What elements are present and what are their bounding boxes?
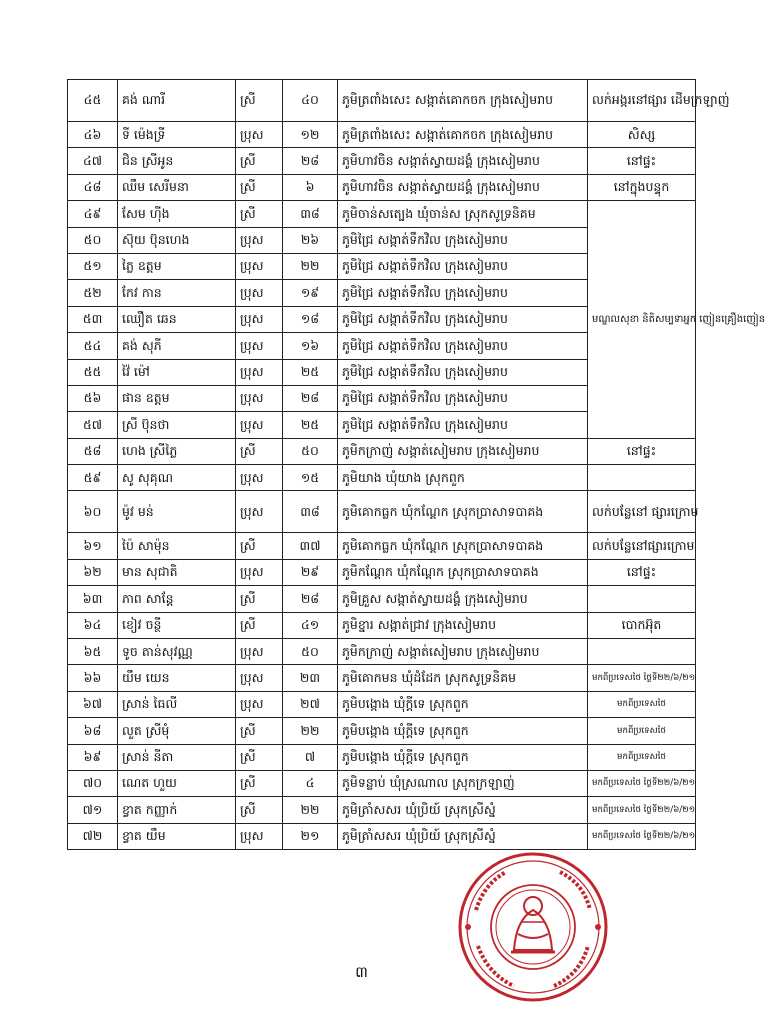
person-note: លក់អង្ករនៅផ្សារ ដើមក្រឡាញ់ (588, 80, 696, 122)
person-sex: ប្រុស (236, 465, 283, 491)
person-age: ២៨ (283, 385, 338, 411)
person-age: ១៩ (283, 280, 338, 306)
row-number: ៥៦ (68, 385, 118, 411)
person-name: សូ សុគុណ (118, 465, 236, 491)
person-note (588, 586, 696, 612)
person-sex: ប្រុស (236, 227, 283, 253)
person-sex: ស្រី (236, 744, 283, 770)
table-row (68, 201, 696, 227)
patient-list-table (67, 79, 765, 850)
row-number: ៥០ (68, 227, 118, 253)
table-row (68, 533, 696, 559)
person-age: ២៣ (283, 665, 338, 691)
person-sex: ស្រី (236, 201, 283, 227)
person-sex: ប្រុស (236, 412, 283, 438)
row-number: ៦០ (68, 491, 118, 533)
table-row (68, 80, 696, 122)
row-number: ៥៩ (68, 465, 118, 491)
person-age: ២២ (283, 797, 338, 823)
row-number: ៥៧ (68, 412, 118, 438)
person-address: ភូមិជ្រៃ សង្កាត់ទឹកវិល ក្រុងសៀមរាប (338, 385, 588, 411)
person-sex: ប្រុស (236, 280, 283, 306)
person-address: ភូមិគោកធ្លក ឃុំកណ្តែក ស្រុកប្រាសាទបាគង (338, 491, 588, 533)
person-name: ផាន ឧត្តម (118, 385, 236, 411)
row-number: ៤៧ (68, 148, 118, 174)
person-sex: ស្រី (236, 438, 283, 464)
person-address: ភូមិខ្នារ សង្កាត់ជ្រាវ ក្រុងសៀមរាប (338, 612, 588, 638)
person-address: ភូមិយាង ឃុំយាង ស្រុកពួក (338, 465, 588, 491)
row-number: ៦២ (68, 559, 118, 585)
table-row (68, 174, 696, 200)
person-note: នៅផ្ទះ (588, 148, 696, 174)
person-address: ភូមិបង្កោង ឃុំក្តីទេ ស្រុកពួក (338, 718, 588, 744)
person-sex: ប្រុស (236, 639, 283, 665)
person-age: ៤ (283, 770, 338, 796)
table-row (68, 586, 696, 612)
person-name: លួត ស្រីមុំ (118, 718, 236, 744)
table-row (68, 559, 696, 585)
person-name: ភ្លៃ ឧត្តម (118, 253, 236, 279)
row-number: ៦៥ (68, 639, 118, 665)
person-note: មកពីប្រទេសថៃ ថ្ងៃទី២២/៦/២១ (588, 797, 696, 823)
row-number: ៦៦ (68, 665, 118, 691)
row-number: ៦៤ (68, 612, 118, 638)
row-number: ៥២ (68, 280, 118, 306)
person-name: ឈឿត ឆេន (118, 306, 236, 332)
person-address: ភូមិហាវចិន សង្កាត់ស្វាយដង្គំ ក្រុងសៀមរាប (338, 148, 588, 174)
table-row (68, 491, 696, 533)
person-sex: ស្រី (236, 612, 283, 638)
person-age: ២៩ (283, 559, 338, 585)
person-address: ភូមិបង្កោង ឃុំក្តីទេ ស្រុកពួក (338, 691, 588, 717)
person-note: មកពីប្រទេសថៃ (588, 691, 696, 717)
person-address: ភូមិកក្រាញ់ សង្កាត់សៀមរាប ក្រុងសៀមរាប (338, 639, 588, 665)
person-age: ២៥ (283, 359, 338, 385)
row-number: ៦៧ (68, 691, 118, 717)
person-sex: ស្រី (236, 770, 283, 796)
table-row (68, 465, 696, 491)
person-address: ភូមិជ្រៃ សង្កាត់ទឹកវិល ក្រុងសៀមរាប (338, 306, 588, 332)
person-sex: ប្រុស (236, 823, 283, 849)
row-number: ៦១ (68, 533, 118, 559)
row-number: ៥៨ (68, 438, 118, 464)
person-age: ១៨ (283, 306, 338, 332)
person-note: នៅផ្ទះ (588, 559, 696, 585)
row-number: ៤៨ (68, 174, 118, 200)
row-number: ៦៨ (68, 718, 118, 744)
person-address: ភូមិបង្កោង ឃុំក្តីទេ ស្រុកពួក (338, 744, 588, 770)
row-number: ៧២ (68, 823, 118, 849)
person-sex: ប្រុស (236, 665, 283, 691)
row-number: ៤៦ (68, 122, 118, 148)
person-note (588, 639, 696, 665)
person-age: ៣៧ (283, 533, 338, 559)
person-note: លក់បន្លែនៅ ផ្សារក្រោម (588, 491, 696, 533)
person-name: ខៀវ ចន្ថី (118, 612, 236, 638)
person-address: ភូមិគោកមន ឃុំដំដែក ស្រុកសូទ្រនិគម (338, 665, 588, 691)
person-age: ២៦ (283, 227, 338, 253)
person-note: សិស្ស (588, 122, 696, 148)
person-address: ភូមិកក្រាញ់ សង្កាត់សៀមរាប ក្រុងសៀមរាប (338, 438, 588, 464)
person-address: ភូមិគោកធ្លក ឃុំកណ្តែក ស្រុកប្រាសាទបាគង (338, 533, 588, 559)
person-name: ខ្វាត កញ្ញាក់ (118, 797, 236, 823)
person-age: ៤០ (283, 80, 338, 122)
row-number: ៥៣ (68, 306, 118, 332)
row-number: ៤៥ (68, 80, 118, 122)
person-age: ២៨ (283, 586, 338, 612)
person-address: ភូមិត្រាំសសរ ឃុំប្រិយ៍ ស្រុកស្រីស្នំ (338, 797, 588, 823)
person-note: នៅផ្ទះ (588, 438, 696, 464)
person-address: ភូមិត្រពាំងសេះ សង្កាត់គោកចក ក្រុងសៀមរាប (338, 80, 588, 122)
table-row (68, 438, 696, 464)
table-row (68, 797, 696, 823)
person-address: ភូមិទន្លាប់ ឃុំស្រណាល ស្រុកក្រឡាញ់ (338, 770, 588, 796)
person-age: ៧ (283, 744, 338, 770)
person-age: ២៧ (283, 691, 338, 717)
row-number: ៥៥ (68, 359, 118, 385)
person-age: ២២ (283, 253, 338, 279)
table-row (68, 665, 696, 691)
person-sex: ស្រី (236, 80, 283, 122)
person-sex: ប្រុស (236, 691, 283, 717)
table-row (68, 823, 696, 849)
person-name: ជិន ស្រីអូន (118, 148, 236, 174)
person-note: បោកអ៊ុត (588, 612, 696, 638)
table-body (68, 80, 765, 850)
table-row (68, 122, 696, 148)
page-number: ៣ (355, 963, 368, 981)
person-sex: ស្រី (236, 148, 283, 174)
person-age: ២៨ (283, 148, 338, 174)
person-address: ភូមិជ្រៃ សង្កាត់ទឹកវិល ក្រុងសៀមរាប (338, 253, 588, 279)
person-sex: ស្រី (236, 533, 283, 559)
person-age: ២២ (283, 718, 338, 744)
person-age: ១៦ (283, 333, 338, 359)
person-address: ភូមិត្រាំសសរ ឃុំប្រិយ៍ ស្រុកស្រីស្នំ (338, 823, 588, 849)
row-number: ៧០ (68, 770, 118, 796)
person-name: ភាព សាន្តែ (118, 586, 236, 612)
table-row (68, 691, 696, 717)
person-sex: ប្រុស (236, 122, 283, 148)
table-row (68, 770, 696, 796)
person-note: មកពីប្រទេសថៃ ថ្ងៃទី២២/៦/២១ (588, 770, 696, 796)
person-name: ស្រាន់ ធៃលី (118, 691, 236, 717)
person-note: មកពីប្រទេសថៃ (588, 744, 696, 770)
person-address: ភូមិចាន់សត្បេង ឃុំចាន់ស ស្រុកសូទ្រនិគម (338, 201, 588, 227)
row-number: ៦៣ (68, 586, 118, 612)
person-address: ភូមិជ្រៃ សង្កាត់ទឹកវិល ក្រុងសៀមរាប (338, 359, 588, 385)
person-name: ហេង ស្រីភ្លៃ (118, 438, 236, 464)
person-sex: ប្រុស (236, 306, 283, 332)
person-name: យឹម យេន (118, 665, 236, 691)
person-name: ស្រាន់ នីតា (118, 744, 236, 770)
person-sex: ប្រុស (236, 253, 283, 279)
person-name: គង់ សុភី (118, 333, 236, 359)
person-address: ភូមិជ្រៃ សង្កាត់ទឹកវិល ក្រុងសៀមរាប (338, 333, 588, 359)
person-sex: ស្រី (236, 718, 283, 744)
row-number: ៥១ (68, 253, 118, 279)
person-name: វ៉ៃ ម៉ៅ (118, 359, 236, 385)
person-name: ណេត ហួយ (118, 770, 236, 796)
person-address: ភូមិកណ្តែក ឃុំកណ្តែក ស្រុកប្រាសាទបាគង (338, 559, 588, 585)
person-sex: ប្រុស (236, 559, 283, 585)
person-name: កែវ កាន (118, 280, 236, 306)
person-age: ១២ (283, 122, 338, 148)
person-name: ម៉ូវ មន់ (118, 491, 236, 533)
person-address: ភូមិជ្រៃ សង្កាត់ទឹកវិល ក្រុងសៀមរាប (338, 280, 588, 306)
person-note: នៅក្នុងបន្ទុក (588, 174, 696, 200)
person-sex: ប្រុស (236, 385, 283, 411)
person-age: ២៥ (283, 412, 338, 438)
person-name: ខ្វាត យឹម (118, 823, 236, 849)
person-address: ភូមិជ្រៃ សង្កាត់ទឹកវិល ក្រុងសៀមរាប (338, 412, 588, 438)
table-row (68, 744, 696, 770)
person-name: ស្រី ប៊ុនថា (118, 412, 236, 438)
person-name: ស៊ុយ ប៊ុនហេង (118, 227, 236, 253)
person-note: មកពីប្រទេសថៃ ថ្ងៃទី២២/៦/២១ (588, 823, 696, 849)
row-number: ៧១ (68, 797, 118, 823)
person-age: ១៥ (283, 465, 338, 491)
person-sex: ប្រុស (236, 491, 283, 533)
person-age: ៤១ (283, 612, 338, 638)
person-note (588, 465, 696, 491)
person-name: គង់ ណារី (118, 80, 236, 122)
official-seal-icon (456, 850, 611, 1005)
person-age: ២១ (283, 823, 338, 849)
person-sex: ប្រុស (236, 333, 283, 359)
person-age: ៦ (283, 174, 338, 200)
person-sex: ស្រី (236, 174, 283, 200)
row-number: ៤៩ (68, 201, 118, 227)
person-address: ភូមិហាវចិន សង្កាត់ស្វាយដង្គំ ក្រុងសៀមរាប (338, 174, 588, 200)
person-name: ប៉ៃ សាម៉ុន (118, 533, 236, 559)
table-row (68, 639, 696, 665)
person-name: មាន សុជាតិ (118, 559, 236, 585)
person-age: ៥០ (283, 438, 338, 464)
row-number: ៦៩ (68, 744, 118, 770)
person-name: សែម ហ៊ីង (118, 201, 236, 227)
person-age: ៣៨ (283, 491, 338, 533)
person-name: ទី ម៉េងទ្រី (118, 122, 236, 148)
person-note: លក់បន្លែនៅផ្សារក្រោម (588, 533, 696, 559)
table-row (68, 718, 696, 744)
person-age: ៣៨ (283, 201, 338, 227)
person-address: ភូមិត្រពាំងសេះ សង្កាត់គោកចក ក្រុងសៀមរាប (338, 122, 588, 148)
person-name: ទូច តាន់សុវណ្ណ (118, 639, 236, 665)
person-sex: ប្រុស (236, 359, 283, 385)
person-address: ភូមិគ្រួស សង្កាត់ស្វាយដង្គំ ក្រុងសៀមរាប (338, 586, 588, 612)
person-sex: ស្រី (236, 586, 283, 612)
merged-note-cell: មណ្ឌលសុខា និតិសម្បទាអ្នក ញៀនគ្រឿងញៀន (588, 201, 696, 439)
person-sex: ស្រី (236, 797, 283, 823)
person-name: ឈឹម សេរីមនា (118, 174, 236, 200)
person-note: មកពីប្រទេសថៃ (588, 718, 696, 744)
person-address: ភូមិជ្រៃ សង្កាត់ទឹកវិល ក្រុងសៀមរាប (338, 227, 588, 253)
table-row (68, 612, 696, 638)
row-number: ៥៤ (68, 333, 118, 359)
person-note: មកពីប្រទេសថៃ ថ្ងៃទី២២/៦/២១ (588, 665, 696, 691)
person-age: ៥០ (283, 639, 338, 665)
table-row (68, 148, 696, 174)
